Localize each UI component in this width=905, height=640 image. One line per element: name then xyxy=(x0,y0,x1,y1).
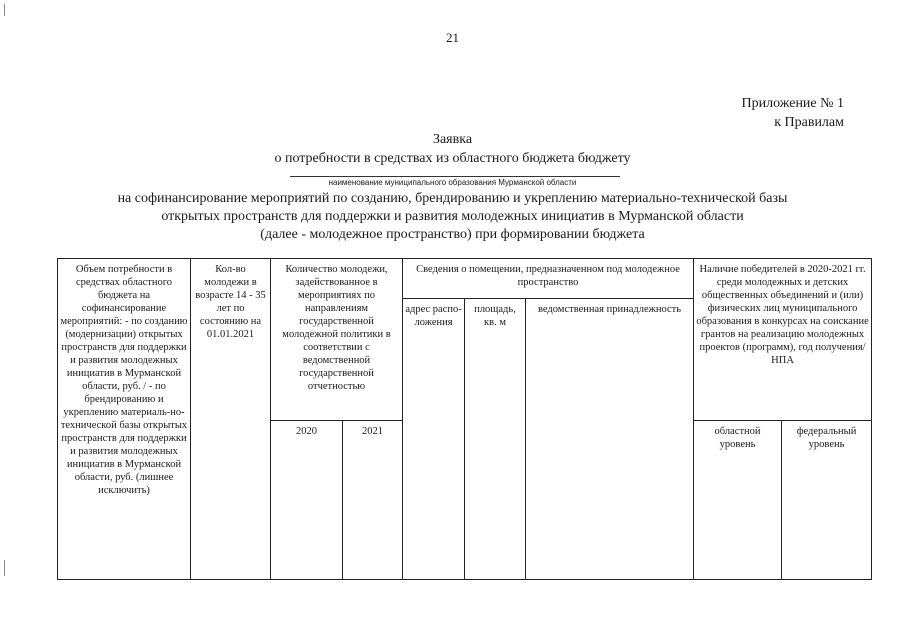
purpose-line-2: открытых пространств для поддержки и развития молодежных инициатив в Мурманской области xyxy=(161,209,744,224)
header-department: ведомственная принадлежность xyxy=(526,299,694,580)
title-line-2: о потребности в средствах из областного бюджета бюджету xyxy=(274,151,631,166)
page-number: 21 xyxy=(446,30,459,45)
purpose-line-3: (далее - молодежное пространство) при формировании бюджета xyxy=(260,227,645,242)
header-premises-info: Сведения о помещении, предназначенном под молодежное пространство xyxy=(403,259,694,299)
scan-artifact-top xyxy=(4,4,5,16)
header-funding-need: Объем потребности в средствах областного бюджета на софинансирование мероприятий: - по созданию (модернизации) открытых пространств для поддержки и развития молодежных инициатив в Мурманской области, руб. / - по брендированию и укреплению материаль-но-технической базы открытых пространств для поддержки и развития молодежных инициатив в Мурманской области, руб. (лишнее исключить) xyxy=(58,259,191,580)
header-youth-involved: Количество молодежи, задействованное в мероприятиях по направлениям государственной молодежной политики в соответствии с ведомственной государственной отчетностью xyxy=(271,259,403,421)
fill-in-line xyxy=(290,176,620,177)
request-table xyxy=(57,258,872,580)
header-year-2020: 2020 xyxy=(271,421,343,580)
purpose-line-1: на софинансирование мероприятий по созданию, брендированию и укреплению материально-технической базы xyxy=(117,191,788,206)
purpose-text xyxy=(0,190,905,244)
scan-artifact-bottom xyxy=(4,560,5,576)
document-title xyxy=(0,130,905,168)
header-youth-count: Кол-во молодежи в возрасте 14 - 35 лет по состоянию на 01.01.2021 xyxy=(191,259,271,580)
appendix-line-2: к Правилам xyxy=(774,115,844,130)
header-area: площадь, кв. м xyxy=(465,299,526,580)
header-regional-level: областной уровень xyxy=(694,421,782,580)
header-address: адрес распо-ложения xyxy=(403,299,465,580)
header-grant-winners: Наличие победителей в 2020-2021 гг. среди молодежных и детских общественных объединений и (или) физических лиц муниципального образования в конкурсах на соискание грантов на реализацию молодежных проектов (программ), год получения/НПА xyxy=(694,259,872,421)
appendix-note xyxy=(742,94,845,132)
header-federal-level: федеральный уровень xyxy=(782,421,872,580)
appendix-line-1: Приложение № 1 xyxy=(741,96,844,111)
title-line-1: Заявка xyxy=(432,132,473,147)
fill-in-caption: наименование муниципального образования Мурманской области xyxy=(328,178,577,187)
header-year-2021: 2021 xyxy=(343,421,403,580)
